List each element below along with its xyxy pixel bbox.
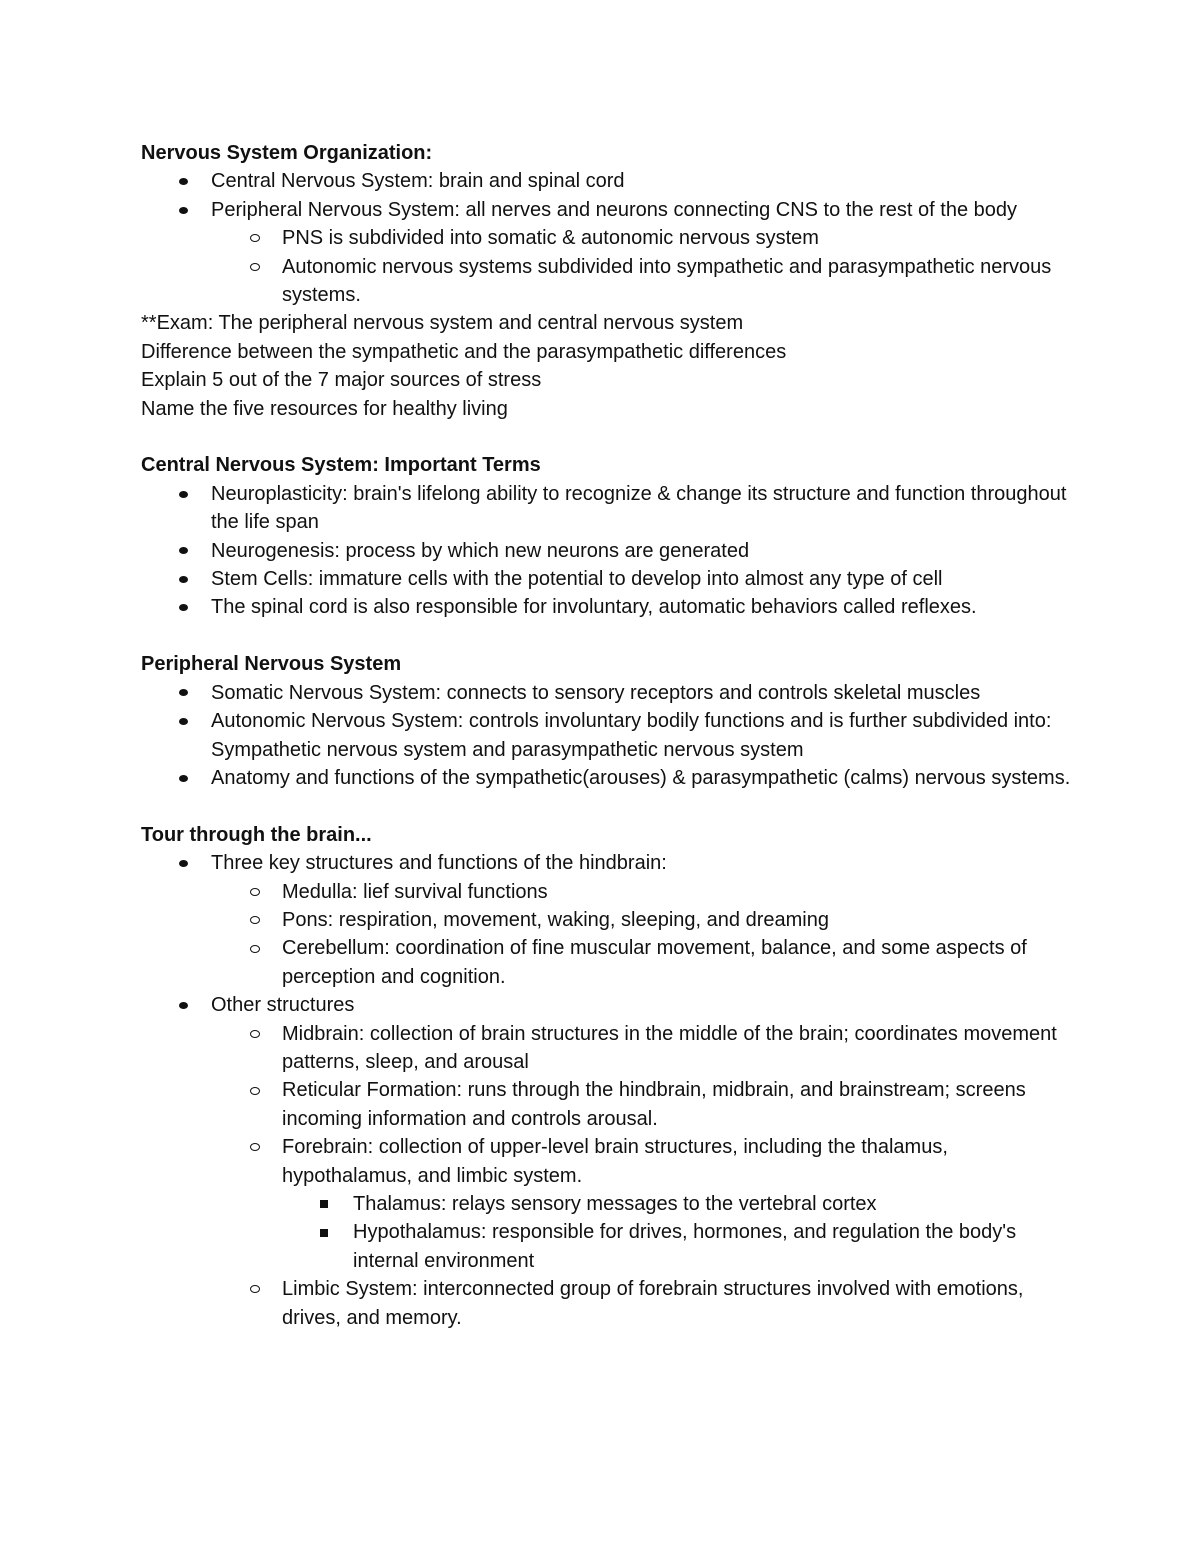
list-item-text: Midbrain: collection of brain structures in the middle of the brain; coordinates movement patterns, sleep, and arousal	[282, 1022, 1057, 1073]
bullet-list	[141, 167, 1081, 309]
list-item-text: Thalamus: relays sensory messages to the vertebral cortex	[353, 1192, 877, 1215]
bullet-dot-icon	[179, 167, 188, 195]
list-item-text: Neurogenesis: process by which new neurons are generated	[211, 539, 750, 562]
exam-note: Difference between the sympathetic and the parasympathetic differences	[141, 340, 787, 363]
list-item-text: Autonomic nervous systems subdivided into sympathetic and parasympathetic nervous systems.	[282, 255, 1052, 307]
sub-list-item	[141, 1076, 1081, 1133]
sub-sub-list-item	[141, 1190, 1081, 1218]
bullet-dot-icon	[179, 679, 188, 707]
sub-list-item	[141, 224, 1081, 252]
list-item	[141, 679, 1081, 707]
bullet-dot-icon	[179, 849, 188, 877]
section-heading: Peripheral Nervous System	[141, 653, 402, 676]
list-item	[141, 593, 1081, 621]
bullet-dot-icon	[179, 537, 188, 565]
exam-note: Explain 5 out of the 7 major sources of stress	[141, 369, 542, 392]
sub-list-item	[141, 1275, 1081, 1332]
list-item-text: Medulla: lief survival functions	[282, 880, 548, 903]
sub-list-item	[141, 934, 1081, 991]
list-item	[141, 167, 1081, 195]
bullet-dot-icon	[179, 196, 188, 224]
bullet-dot-icon	[179, 593, 188, 621]
bullet-square-icon	[320, 1190, 328, 1218]
sub-list-item	[141, 253, 1081, 310]
sub-list-item	[141, 1020, 1081, 1077]
bullet-list	[141, 480, 1081, 622]
bullet-dot-icon	[179, 480, 188, 508]
exam-note: Name the five resources for healthy living	[141, 397, 508, 420]
sub-list-item	[141, 906, 1081, 934]
blank-line	[141, 792, 1081, 820]
list-item	[141, 196, 1081, 224]
bullet-list	[141, 849, 1081, 1332]
bullet-dot-icon	[179, 707, 188, 735]
bullet-circle-icon	[250, 934, 260, 962]
list-item	[141, 991, 1081, 1019]
sub-list-item	[141, 1133, 1081, 1190]
list-item-text: Reticular Formation: runs through the hindbrain, midbrain, and brainstream; screens incoming information and controls arousal.	[282, 1079, 1026, 1130]
list-item	[141, 849, 1081, 877]
section-cns-terms	[141, 451, 1081, 621]
section-heading: Central Nervous System: Important Terms	[141, 454, 541, 477]
section-brain-tour	[141, 821, 1081, 1332]
blank-line	[141, 423, 1081, 451]
list-item-text: Pons: respiration, movement, waking, sleeping, and dreaming	[282, 908, 829, 931]
list-item	[141, 565, 1081, 593]
list-item-text: Neuroplasticity: brain's lifelong ability to recognize & change its structure and function throughout the life span	[211, 482, 1067, 534]
blank-line	[141, 622, 1081, 650]
section-heading: Nervous System Organization:	[141, 142, 433, 164]
sub-list-item	[141, 878, 1081, 906]
bullet-circle-icon	[250, 906, 260, 934]
list-item	[141, 764, 1081, 792]
bullet-circle-icon	[250, 1020, 260, 1048]
list-item	[141, 537, 1081, 565]
bullet-circle-icon	[250, 878, 260, 906]
list-item-text: Central Nervous System: brain and spinal cord	[211, 170, 625, 193]
list-item-text: Stem Cells: immature cells with the potential to develop into almost any type of cell	[211, 568, 943, 591]
list-item-text: Hypothalamus: responsible for drives, hormones, and regulation the body's internal environment	[353, 1221, 1017, 1272]
list-item-text: Autonomic Nervous System: controls involuntary bodily functions and is further subdivided into: Sympathetic nervous system and parasympathetic nervous system	[211, 710, 1052, 761]
bullet-dot-icon	[179, 764, 188, 792]
document-body	[141, 139, 1081, 1332]
list-item-text: Three key structures and functions of the hindbrain:	[211, 852, 667, 875]
list-item-text: Somatic Nervous System: connects to sensory receptors and controls skeletal muscles	[211, 681, 981, 704]
bullet-list	[141, 679, 1081, 793]
bullet-dot-icon	[179, 991, 188, 1019]
bullet-circle-icon	[250, 253, 260, 281]
list-item-text: Peripheral Nervous System: all nerves and neurons connecting CNS to the rest of the body	[211, 198, 1017, 221]
list-item-text: The spinal cord is also responsible for involuntary, automatic behaviors called reflexes.	[211, 596, 977, 619]
bullet-circle-icon	[250, 1275, 260, 1303]
list-item-text: Anatomy and functions of the sympathetic(arouses) & parasympathetic (calms) nervous systems.	[211, 766, 1071, 789]
section-nervous-system-organization	[141, 139, 1081, 423]
list-item-text: Cerebellum: coordination of fine muscular movement, balance, and some aspects of perception and cognition.	[282, 937, 1027, 988]
list-item	[141, 707, 1081, 764]
bullet-circle-icon	[250, 1076, 260, 1104]
sub-sub-list-item	[141, 1218, 1081, 1275]
bullet-square-icon	[320, 1218, 328, 1246]
list-item-text: Limbic System: interconnected group of forebrain structures involved with emotions, drives, and memory.	[282, 1278, 1024, 1329]
bullet-circle-icon	[250, 224, 260, 252]
exam-note: **Exam: The peripheral nervous system and central nervous system	[141, 312, 744, 335]
list-item-text: Other structures	[211, 994, 355, 1017]
section-peripheral-nervous-system	[141, 650, 1081, 792]
list-item-text: Forebrain: collection of upper-level brain structures, including the thalamus, hypothalamus, and limbic system.	[282, 1136, 948, 1187]
list-item	[141, 480, 1081, 537]
bullet-dot-icon	[179, 565, 188, 593]
section-heading: Tour through the brain...	[141, 823, 372, 846]
bullet-circle-icon	[250, 1133, 260, 1161]
list-item-text: PNS is subdivided into somatic & autonomic nervous system	[282, 227, 819, 250]
